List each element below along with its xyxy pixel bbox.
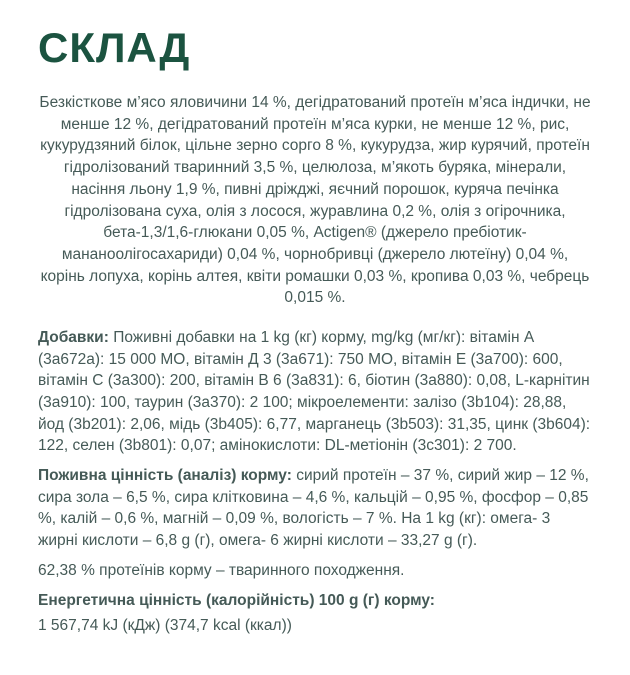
- ingredients-text: Безкісткове м’ясо яловичини 14 %, дегідратований протеїн м’яса індички, не менше 12 %, дегідратований протеїн м’яса курки, не менше 12 %, рис, кукурудзяний білок, цільне зерно сорго 8 %, кукурудза, жир курячий, протеїн гідролізований тваринний 3,5 %, целюлоза, м’якоть буряка, мінерали, насіння льону 1,9 %, пивні дріжджі, яєчний порошок, куряча печінка гідролізована суха, олія з лосося, журавлина 0,2 %, олія з огірочника, бета-1,3/1,6-глюкани 0,05 %, Actigen® (джерело пребіотик-мананоолігосахариди) 0,04 %, чорнобривці (джерело лютеїну) 0,04 %, корінь лопуха, корінь алтея, квіти ромашки 0,03 %, кропива 0,03 %, чебрець 0,015 %.: [39, 94, 591, 307]
- nutrition-label: Поживна цінність (аналіз) корму:: [38, 467, 292, 485]
- nutrition-block: [38, 465, 592, 552]
- nutrition-text: сирий протеїн – 37 %, сирий жир – 12 %, сира зола – 6,5 %, сира клітковина – 4,6 %, кальцій – 0,95 %, фосфор – 0,85 %, калій – 0,6 %, магній – 0,09 %, вологість – 7 %. На 1 kg (кг): омега- 3 жирні кислоти – 6,8 g (г), омега- 6 жирні кислоти – 33,27 g (г).: [38, 467, 589, 550]
- protein-origin-line: 62,38 % протеїнів корму – тваринного походження.: [38, 561, 405, 579]
- energy-value: 1 567,74 kJ (кДж) (374,7 kcal (ккал)): [38, 617, 292, 635]
- additives-text: Поживні добавки на 1 kg (кг) корму, mg/kg (мг/кг): вітамін А (3a672a): 15 000 МО, вітамін Д 3 (3a671): 750 МО, вітамін Е (3a700): 600, вітамін С (3a300): 200, вітамін В 6 (3a831): 6, біотин (3a880): 0,08, L-карнітин (3a910): 100, таурин (3a370): 2 100; мікроелементи: залізо (3b104): 28,88, йод (3b201): 2,06, мідь (3b405): 6,77, марганець (3b503): 31,35, цинк (3b604): 122, селен (3b801): 0,07; амінокислоти: DL-метіонін (3c301): 2 700.: [38, 328, 591, 455]
- energy-label: Енергетична цінність (калорійність) 100 g (г) корму:: [38, 591, 435, 609]
- additives-block: [38, 327, 592, 457]
- section-title: СКЛАД: [38, 24, 191, 71]
- additives-label: Добавки:: [38, 328, 109, 346]
